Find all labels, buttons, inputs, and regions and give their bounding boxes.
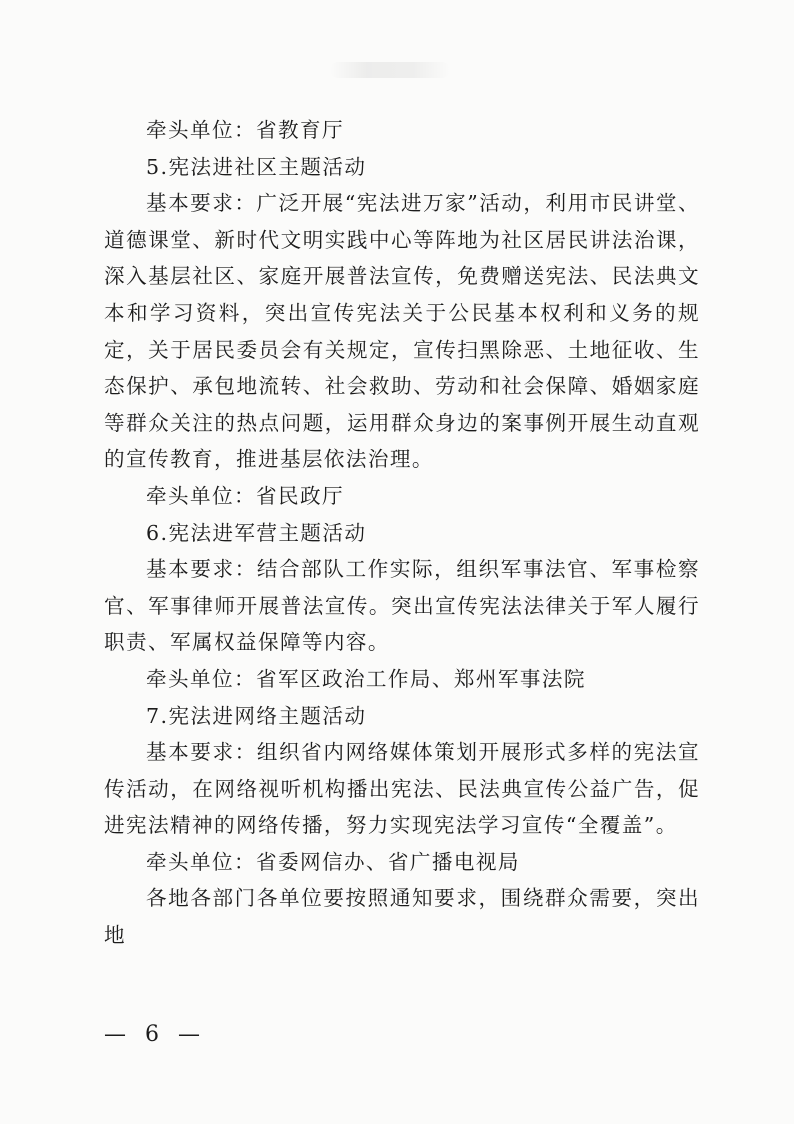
section-heading-5: 5.宪法进社区主题活动 — [146, 154, 367, 179]
lead-unit-military: 牵头单位：省军区政治工作局、郑州军事法院 — [146, 666, 586, 691]
lead-unit-network: 牵头单位：省委网信办、省广播电视局 — [146, 849, 520, 874]
scan-smudge — [330, 62, 450, 78]
section-heading-7: 7.宪法进网络主题活动 — [146, 703, 367, 728]
requirements-paragraph-5: 基本要求：广泛开展“宪法进万家”活动，利用市民讲堂、道德课堂、新时代文明实践中心等阵地为社区居民讲法治课，深入基层社区、家庭开展普法宣传，免费赠送宪法、民法典文本和学习资料，突出宣传宪法关于公民基本权利和义务的规定，关于居民委员会有关规定，宣传扫黑除恶、土地征收、生态保护、承包地流转、社会救助、劳动和社会保障、婚姻家庭等群众关注的热点问题，运用群众身边的案事例开展生动直观的宣传教育，推进基层依法治理。 — [104, 191, 700, 472]
requirements-paragraph-7: 基本要求：组织省内网络媒体策划开展形式多样的宪法宣传活动，在网络视听机构播出宪法、民法典宣传公益广告，促进宪法精神的网络传播，努力实现宪法学习宣传“全覆盖”。 — [104, 740, 700, 838]
page-number: — 6 — — [104, 1022, 206, 1047]
requirements-paragraph-6: 基本要求：结合部队工作实际，组织军事法官、军事检察官、军事律师开展普法宣传。突出宣传宪法法律关于军人履行职责、军属权益保障等内容。 — [104, 557, 700, 655]
lead-unit-civil-affairs: 牵头单位：省民政厅 — [146, 483, 344, 508]
closing-paragraph: 各地各部门各单位要按照通知要求，围绕群众需要，突出地 — [104, 886, 700, 948]
lead-unit-education: 牵头单位：省教育厅 — [146, 118, 344, 142]
section-heading-6: 6.宪法进军营主题活动 — [146, 520, 367, 545]
document-body — [104, 112, 700, 954]
